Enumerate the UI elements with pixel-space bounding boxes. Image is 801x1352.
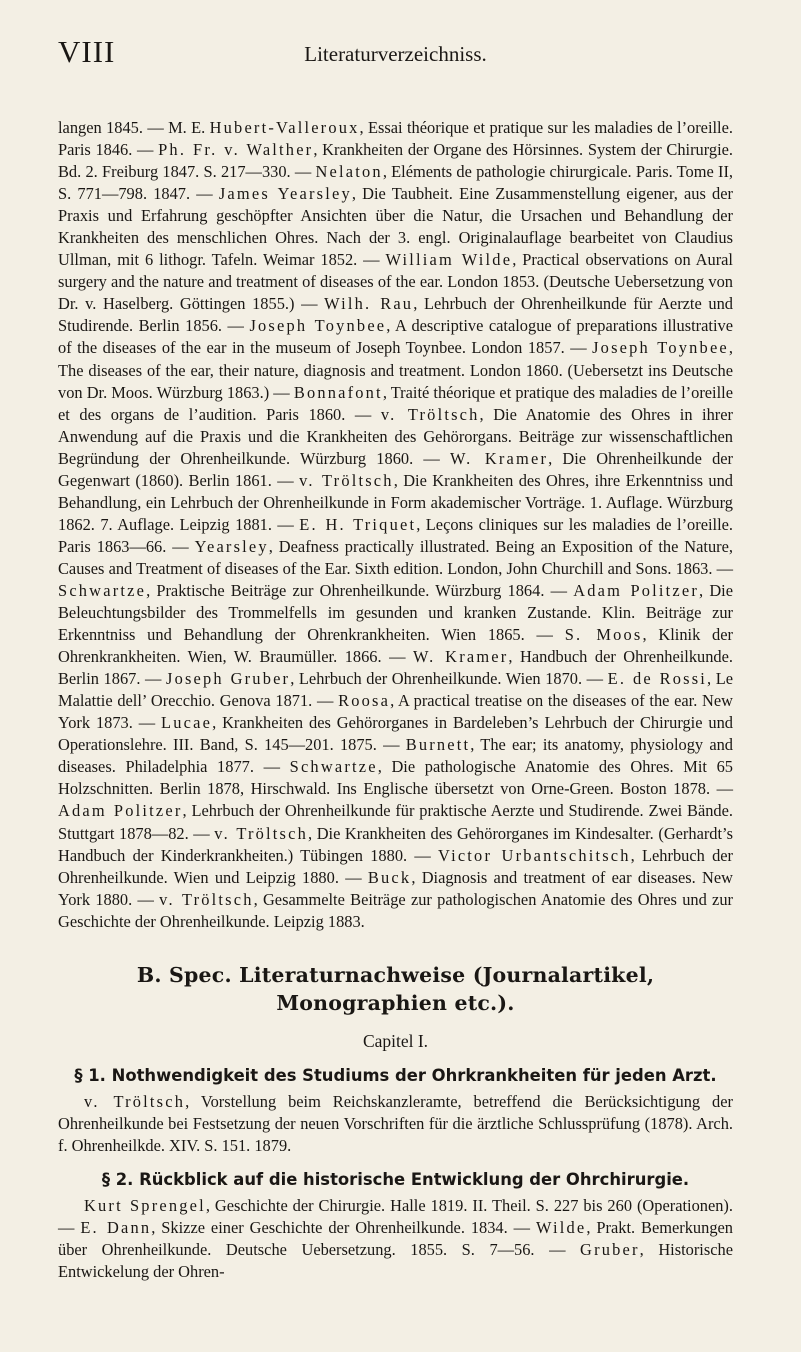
citation-text: , Geschichte der Chirurgie. Halle 1819. II. Theil. S. 227 bis 260 (Operationen). — (58, 1195, 733, 1237)
author-name: W. Kramer (449, 448, 549, 468)
citation-text: , Gesammelte Beiträge zur pathologischen Anatomie des Ohres und zur Geschichte der Ohrenheilkunde. Leipzig 1883. (58, 889, 733, 931)
citation-text: , Essai théorique et pratique sur les maladies de l’oreille. Paris 1846. — (58, 118, 733, 160)
author-name: Bonnafont (293, 382, 383, 402)
author-name: v. Tröltsch (299, 470, 394, 490)
citation-text: , Die Krankheiten des Gehörorganes im Kindesalter. (Gerhardt’s Handbuch der Kinderkrankheiten.) Tübingen 1880. — (58, 823, 733, 865)
author-name: W. Kramer (412, 647, 509, 667)
page-header (58, 34, 733, 74)
author-name: Nelaton (315, 162, 383, 182)
citation-text: , Die Anatomie des Ohres in ihrer Anwendung auf die Praxis und die Krankheiten des Gehörorgans. Beiträge zur wissenschaftlichen Begründung der Ohrenheilkunde. Würzburg 1860. — (58, 404, 734, 468)
citation-text: , A practical treatise on the diseases of the ear. New York 1873. — (58, 691, 733, 733)
citation-text: , Handbuch der Ohrenheilkunde. Berlin 1867. — (58, 647, 734, 689)
author-name: E. H. Triquet (299, 514, 417, 534)
citation-text: , Die Beleuchtungsbilder des Trommelfells im gesunden und kranken Zustande. Klin. Beiträge zur Erkenntniss und Behandlung der Ohrenkrankheiten. Wien 1865. — (58, 580, 733, 645)
citation-text: , Traité théorique et pratique des maladies de l’oreille et des organs de l’audition. Paris 1860. — (58, 382, 733, 424)
chapter-heading: Capitel I. (362, 1030, 429, 1051)
citation-text: , Practical observations on Aural surgery and the nature and treatment of diseases of the ear. London 1853. (Deutsche Uebersetzung von Dr. v. Haselberg. Göttingen 1855.) — (58, 250, 733, 314)
citation-text: , Le Malattie dell’ Orecchio. Genova 1871. — (58, 669, 734, 711)
author-name: v. Tröltsch (159, 889, 254, 909)
author-name: Victor Urbantschitsch (438, 845, 631, 865)
author-name: Lucae (161, 713, 213, 733)
author-name: Burnett (405, 735, 471, 755)
section-1-heading: § 1. Nothwendigkeit des Studiums der Ohrkrankheiten für jeden Arzt. (74, 1065, 717, 1085)
citation-text: , Die Krankheiten des Ohres, ihre Erkenntniss und Behandlung, ein Lehrbuch der Ohrenheilkunde in Form akademischer Vorträge. 1. Auflage. Würzburg 1862. 7. Auflage. Leipzig 1881. — (58, 470, 733, 534)
author-name: E. Dann (80, 1217, 152, 1237)
author-name: Joseph Gruber (166, 669, 291, 689)
author-name: Yearsley (194, 536, 269, 556)
citation-text: , Lehrbuch der Ohrenheilkunde. Wien 1870. — (290, 669, 608, 689)
citation-text: , Lehrbuch der Ohrenheilkunde für Aerzte und Studirende. Berlin 1856. — (58, 294, 733, 336)
section-b-heading: B. Spec. Literaturnachweise (Journalartikel, Monographien etc.). (136, 962, 655, 1015)
citation-text: , Deafness practically illustrated. Being an Exposition of the Nature, Causes and Treatment of diseases of the Ear. Sixth edition. London, John Churchill and Sons. 1863. — (58, 536, 733, 578)
citation-text: , Praktische Beiträge zur Ohrenheilkunde. Würzburg 1864. — (146, 580, 574, 600)
author-name: Gruber (580, 1239, 640, 1259)
author-name: Adam Politzer (58, 801, 183, 821)
author-name: Buck (367, 867, 412, 887)
author-name: Ph. Fr. v. Walther (158, 140, 314, 160)
citation-text: , Die Taubheit. Eine Zusammenstellung eigener, aus der Praxis und Erfahrung geschöpfter Ansichten über die Natur, die Ursachen und Behandlung der Krankheiten des menschlichen Ohres. Nach der 3. engl. Originalauflage bearbeitet von Claudius Ullman, mit 6 lithogr. Tafeln. Weimar 1852. — (58, 184, 733, 270)
citation-text: , Historische Entwickelung der Ohren- (58, 1239, 733, 1282)
citation-text: , A descriptive catalogue of preparations illustrative of the diseases of the ear in the museum of Joseph Toynbee. London 1857. — (58, 316, 733, 358)
author-name: Joseph Toynbee (249, 316, 387, 336)
page-number: VIII (58, 34, 116, 69)
citation-text: , Lehrbuch der Ohrenheilkunde. Wien und Leipzig 1880. — (58, 845, 733, 887)
author-name: Wilh. Rau (324, 294, 414, 314)
citation-text: , Eléments de pathologie chirurgicale. Paris. Tome II, S. 771—798. 1847. — (58, 162, 734, 204)
author-name: v. Tröltsch (380, 404, 480, 424)
author-name: Hubert-Valleroux (209, 118, 360, 137)
author-name: Schwartze (58, 580, 147, 600)
author-name: E. de Rossi (607, 669, 708, 689)
author-name: v. Tröltsch (84, 1091, 186, 1111)
citation-text: , Prakt. Bemerkungen über Ohrenheilkunde. Deutsche Uebersetzung. 1855. S. 7—56. — (58, 1217, 733, 1259)
author-name: James Yearsley (218, 184, 352, 204)
author-name: v. Tröltsch (214, 823, 309, 843)
citation-text: , The diseases of the ear, their nature, diagnosis and treatment. London 1860. (Uebersetzt ins Deutsche von Dr. Moos. Würzburg 1863.) — (58, 338, 734, 402)
citation-text: , Vorstellung beim Reichskanzleramte, betreffend die Berücksichtigung der Ohrenheilkunde bei Festsetzung der neuen Vorschriften für die ärztliche Schlussprüfung (1878). Arch. f. Ohrenheilkde. XIV. S. 151. 1879. (58, 1091, 733, 1155)
citation-text: , Klinik der Ohrenkrankheiten. Wien, W. Braumüller. 1866. — (58, 625, 733, 667)
author-name: Wilde (535, 1217, 587, 1237)
citation-text: , Krankheiten des Gehörorganes in Bardeleben’s Lehrbuch der Chirurgie und Operationslehre. III. Band, S. 145—201. 1875. — (58, 713, 734, 755)
citation-text: , Leçons cliniques sur les maladies de l’oreille. Paris 1863—66. — (58, 514, 733, 556)
citation-text: , Lehrbuch der Ohrenheilkunde für praktische Aerzte und Studirende. Zwei Bände. Stuttgart 1878—82. — (58, 801, 733, 843)
citation-text: , Die Ohrenheilkunde der Gegenwart (1860). Berlin 1861. — (58, 448, 733, 490)
section-1-paragraph (58, 1091, 733, 1157)
page-body (58, 117, 733, 1283)
author-name: Joseph Toynbee (592, 338, 729, 358)
citation-text: , Die pathologische Anatomie des Ohres. Mit 65 Holzschnitten. Berlin 1878, Hirschwald. Ins Englische übersetzt von Orne-Green. Boston 1878. — (58, 757, 733, 799)
section-2-heading: § 2. Rückblick auf die historische Entwicklung der Ohrchirurgie. (101, 1169, 690, 1189)
running-head: Literaturverzeichniss. (304, 42, 487, 66)
bibliography-paragraph (58, 117, 733, 933)
author-name: S. Moos (564, 625, 643, 645)
author-name: Kurt Sprengel (84, 1195, 206, 1215)
citation-text: , Diagnosis and treatment of ear diseases. New York 1880. — (58, 867, 733, 909)
citation-text: , Skizze einer Geschichte der Ohrenheilkunde. 1834. — (151, 1217, 536, 1237)
citation-text: langen 1845. — M. E. (58, 118, 210, 137)
author-name: Schwartze (289, 757, 378, 777)
citation-text: , The ear; its anatomy, physiology and diseases. Philadelphia 1877. — (58, 735, 733, 777)
author-name: Roosa (338, 691, 391, 711)
author-name: William Wilde (385, 250, 513, 270)
citation-text: , Krankheiten der Organe des Hörsinnes. System der Chirurgie. Bd. 2. Freiburg 1847. S. 217—330. — (58, 140, 734, 182)
author-name: Adam Politzer (573, 580, 700, 600)
section-2-paragraph (58, 1195, 733, 1283)
